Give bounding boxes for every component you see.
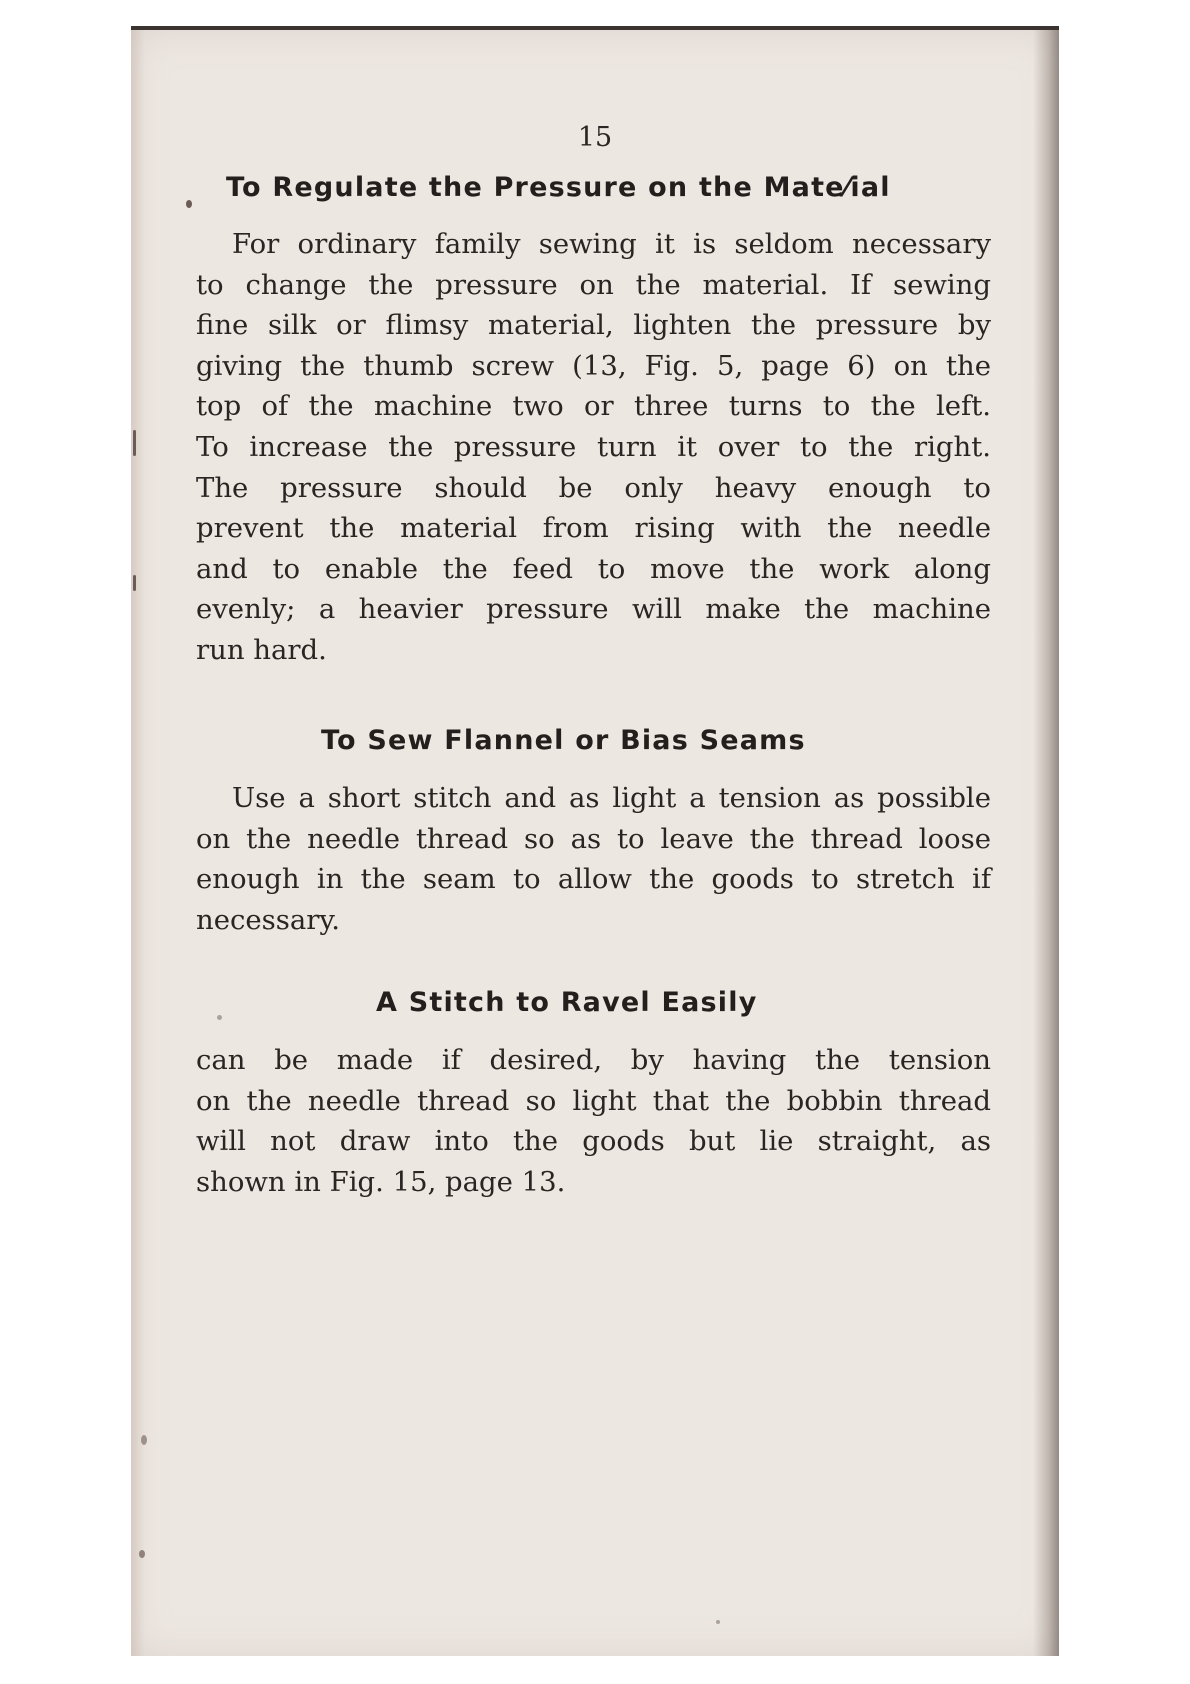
paper-speck — [716, 1620, 720, 1624]
page-right-edge-shading — [1033, 30, 1059, 1656]
body-line: top of the machine two or three turns to the left. — [196, 390, 991, 423]
section-heading-regulate-pressure: To Regulate the Pressure on the Mate⁄ial — [226, 172, 891, 203]
body-line: shown in Fig. 15, page 13. — [196, 1165, 566, 1198]
body-line: run hard. — [196, 633, 327, 666]
body-line: on the needle thread so light that the bobbin thread — [196, 1084, 991, 1117]
paper-speck — [139, 1550, 145, 1558]
section-heading-flannel-bias-seams: To Sew Flannel or Bias Seams — [321, 725, 806, 756]
body-line: and to enable the feed to move the work along — [196, 552, 991, 585]
page-left-edge-shading — [131, 30, 145, 1656]
body-line: will not draw into the goods but lie straight, as — [196, 1125, 991, 1158]
body-line: necessary. — [196, 903, 341, 936]
section-body-regulate-pressure — [196, 224, 991, 671]
body-line: Use a short stitch and as light a tension as possible — [232, 782, 991, 814]
body-line: to change the pressure on the material. If sewing — [196, 268, 991, 301]
section-body-stitch-ravel — [196, 1040, 991, 1202]
section-body-flannel-bias-seams — [196, 778, 991, 940]
paper-speck — [133, 575, 136, 591]
body-line: enough in the seam to allow the goods to stretch if — [196, 863, 991, 896]
body-line: giving the thumb screw (13, Fig. 5, page 6) on the — [196, 349, 991, 382]
body-line: fine silk or flimsy material, lighten the pressure by — [196, 309, 991, 342]
body-line: on the needle thread so as to leave the thread loose — [196, 822, 991, 855]
body-line: For ordinary family sewing it is seldom necessary — [232, 228, 991, 260]
paper-speck — [141, 1435, 147, 1445]
body-line: evenly; a heavier pressure will make the machine — [196, 593, 991, 626]
section-heading-stitch-ravel: A Stitch to Ravel Easily — [376, 987, 758, 1018]
body-line: prevent the material from rising with the needle — [196, 512, 991, 545]
body-line: To increase the pressure turn it over to the right. — [196, 430, 991, 463]
paper-speck — [133, 430, 136, 456]
paper-speck — [186, 200, 192, 208]
body-line: The pressure should be only heavy enough to — [196, 471, 991, 504]
body-line: can be made if desired, by having the tension — [196, 1044, 991, 1076]
book-page — [131, 26, 1059, 1656]
paper-speck — [217, 1015, 222, 1020]
page-number: 15 — [577, 122, 613, 153]
